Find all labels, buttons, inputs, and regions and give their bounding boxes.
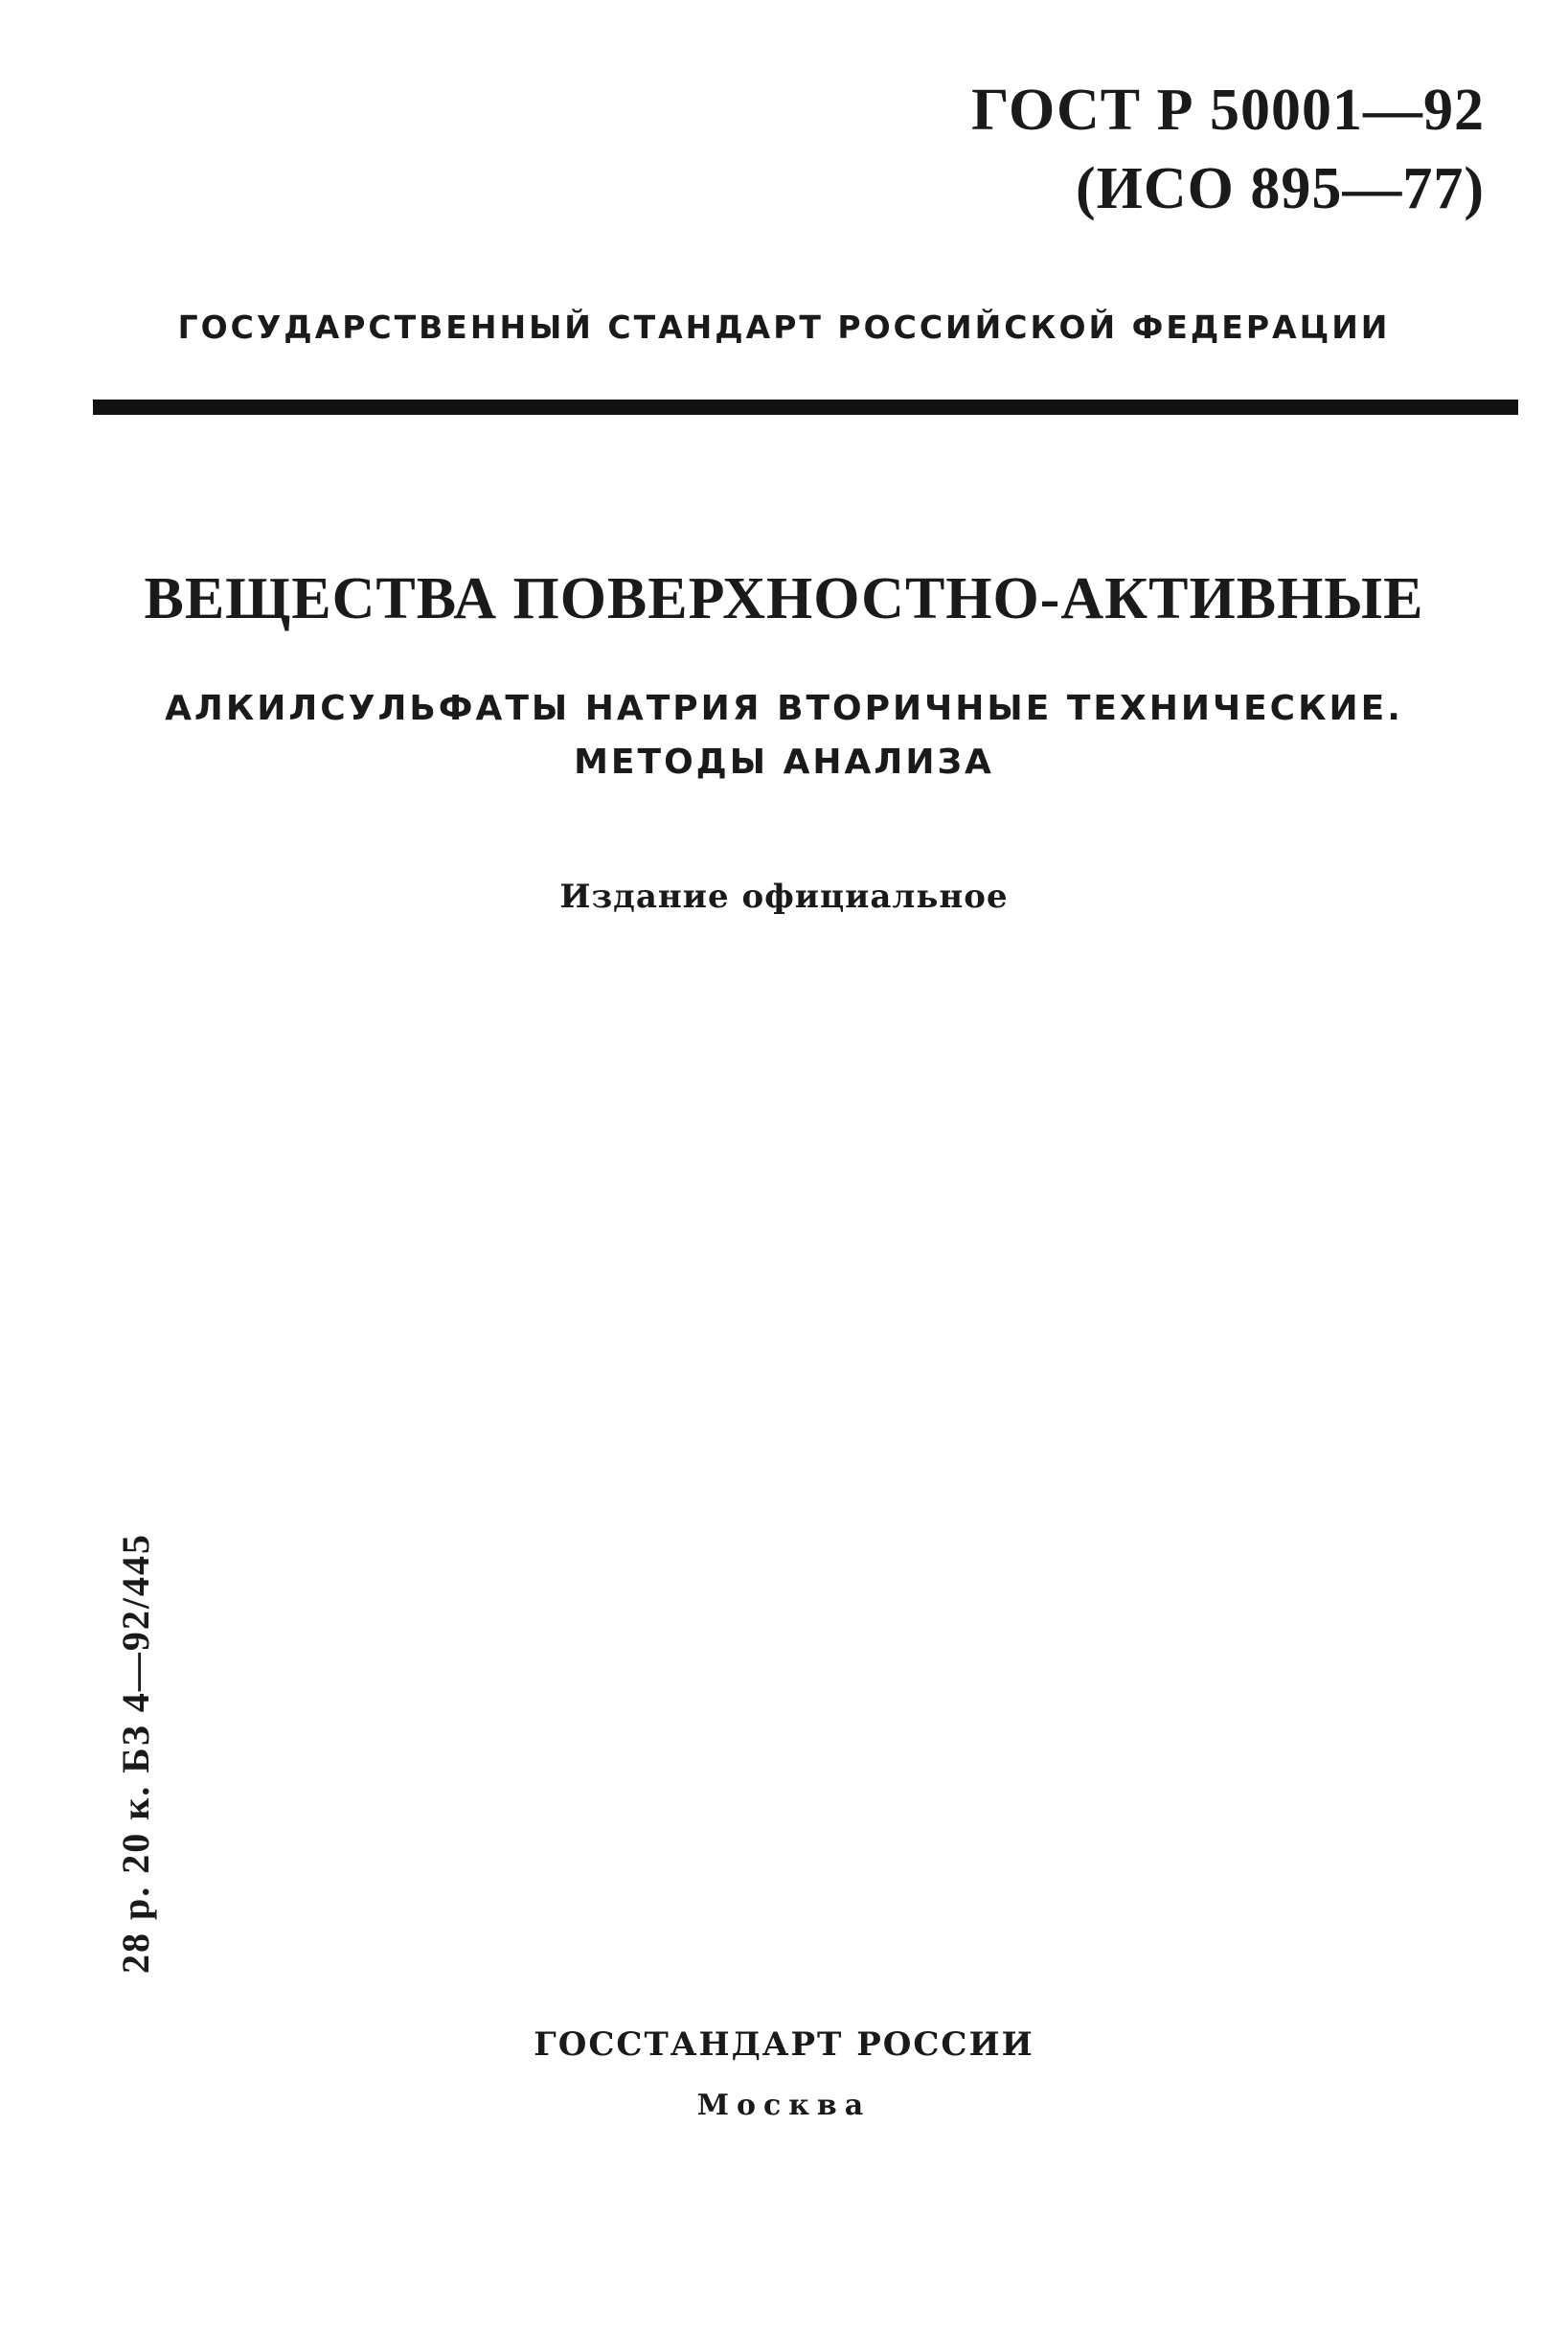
header-divider: [93, 400, 1518, 415]
state-standard-heading: ГОСУДАРСТВЕННЫЙ СТАНДАРТ РОССИЙСКОЙ ФЕДЕРАЦИИ: [177, 309, 1391, 346]
side-print-block: [107, 1399, 165, 1974]
standard-designation: [971, 71, 1485, 228]
iso-reference: (ИСО 895—77): [1075, 156, 1485, 221]
standard-number: ГОСТ Р 50001—92: [971, 78, 1485, 143]
document-subtitle: [0, 682, 1568, 789]
publisher: ГОССТАНДАРТ РОССИИ: [534, 2025, 1034, 2064]
side-print-text: 28 р. 20 к. БЗ 4—92/445: [114, 1533, 157, 1974]
document-title: ВЕЩЕСТВА ПОВЕРХНОСТНО-АКТИВНЫЕ: [144, 566, 1424, 631]
edition-note: Издание официальное: [559, 878, 1009, 916]
publication-city: Москва: [696, 2089, 872, 2122]
subtitle-line-1: АЛКИЛСУЛЬФАТЫ НАТРИЯ ВТОРИЧНЫЕ ТЕХНИЧЕСКИЕ.: [165, 689, 1403, 728]
subtitle-line-2: МЕТОДЫ АНАЛИЗА: [574, 743, 994, 782]
